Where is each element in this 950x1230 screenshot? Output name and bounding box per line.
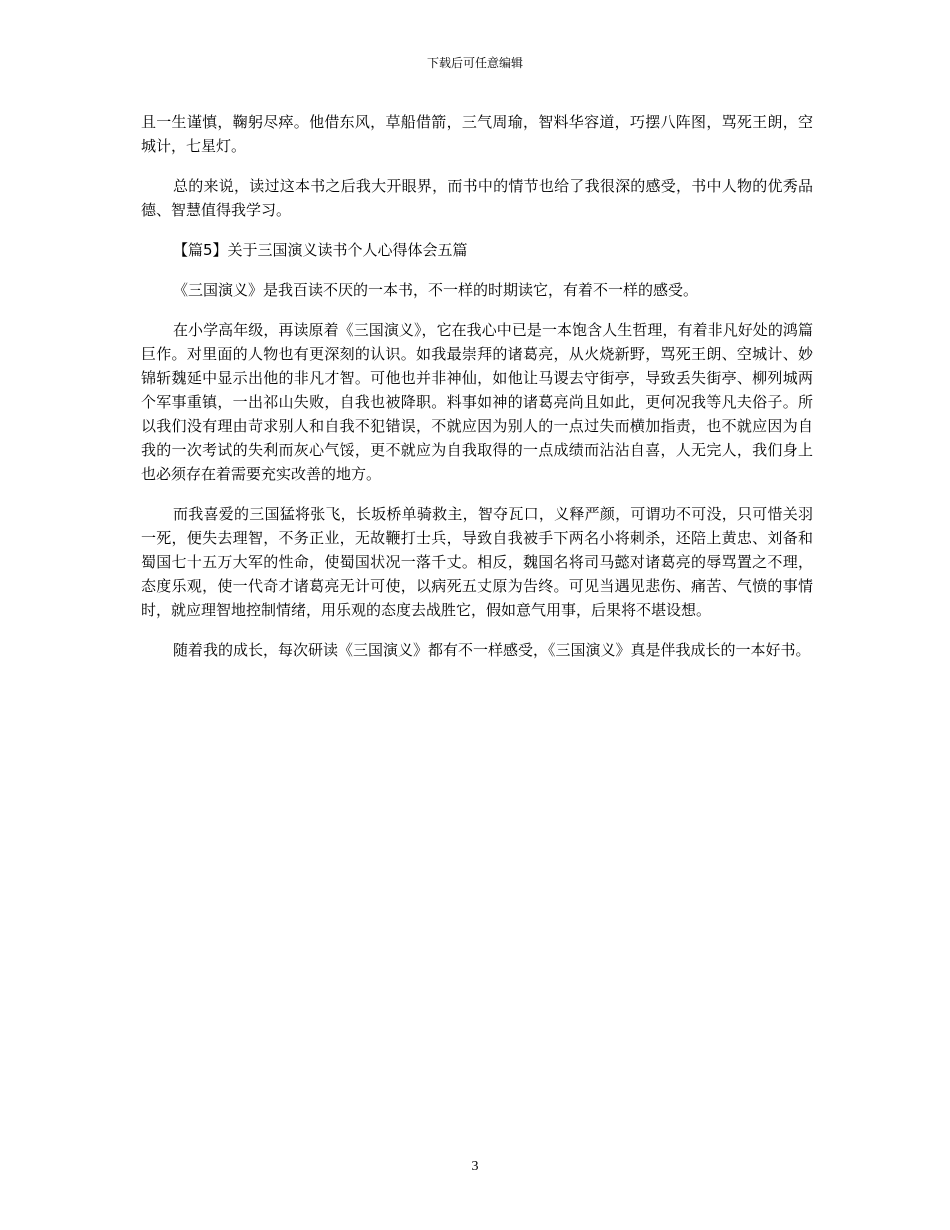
page-number: 3 [471, 1159, 479, 1174]
page-header: 下载后可任意编辑 [426, 56, 523, 70]
section-heading: 【篇5】关于三国演义读书个人心得体会五篇 [173, 241, 468, 259]
paragraph-continuation: 且一生谨慎，鞠躬尽瘁。他借东风，草船借箭，三气周瑜，智料华容道，巧摆八阵图，骂死王朗，空城计，七星灯。 [141, 113, 813, 155]
document-body [141, 110, 813, 678]
paragraph-zhang-fei: 而我喜爱的三国猛将张飞，长坂桥单骑救主，智夺瓦口，义释严颜，可谓功不可没，只可惜关羽一死，便失去理智，不务正业，无故鞭打士兵，导致自我被手下两名小将刺杀，还陪上黄忠、刘备和蜀国七十五万大军的性命，使蜀国状况一落千丈。相反，魏国名将司马懿对诸葛亮的辱骂置之不理，态度乐观，使一代奇才诸葛亮无计可使，以病死五丈原为告终。可见当遇见悲伤、痛苦、气愤的事情时，就应理智地控制情绪，用乐观的态度去战胜它，假如意气用事，后果将不堪设想。 [141, 505, 813, 619]
paragraph-summary: 总的来说，读过这本书之后我大开眼界，而书中的情节也给了我很深的感受，书中人物的优秀品德、智慧值得我学习。 [141, 177, 813, 219]
paragraph-conclusion: 随着我的成长，每次研读《三国演义》都有不一样感受，《三国演义》真是伴我成长的一本好书。 [173, 641, 811, 659]
paragraph-intro: 《三国演义》是我百读不厌的一本书，不一样的时期读它，有着不一样的感受。 [173, 281, 699, 299]
paragraph-zhuge-liang: 在小学高年级，再读原着《三国演义》，它在我心中已是一本饱含人生哲理，有着非凡好处的鸿篇巨作。对里面的人物也有更深刻的认识。如我最崇拜的诸葛亮，从火烧新野，骂死王朗、空城计、妙锦斩魏延中显示出他的非凡才智。可他也并非神仙，如他让马谡去守街亭，导致丢失街亭、柳列城两个军事重镇，一出祁山失败，自我也被降职。料事如神的诸葛亮尚且如此，更何况我等凡夫俗子。所以我们没有理由苛求别人和自我不犯错误，不就应因为别人的一点过失而横加指责，也不就应因为自我的一次考试的失利而灰心气馁，更不就应为自我取得的一点成绩而沾沾自喜，人无完人，我们身上也必须存在着需要充实改善的地方。 [141, 321, 813, 483]
